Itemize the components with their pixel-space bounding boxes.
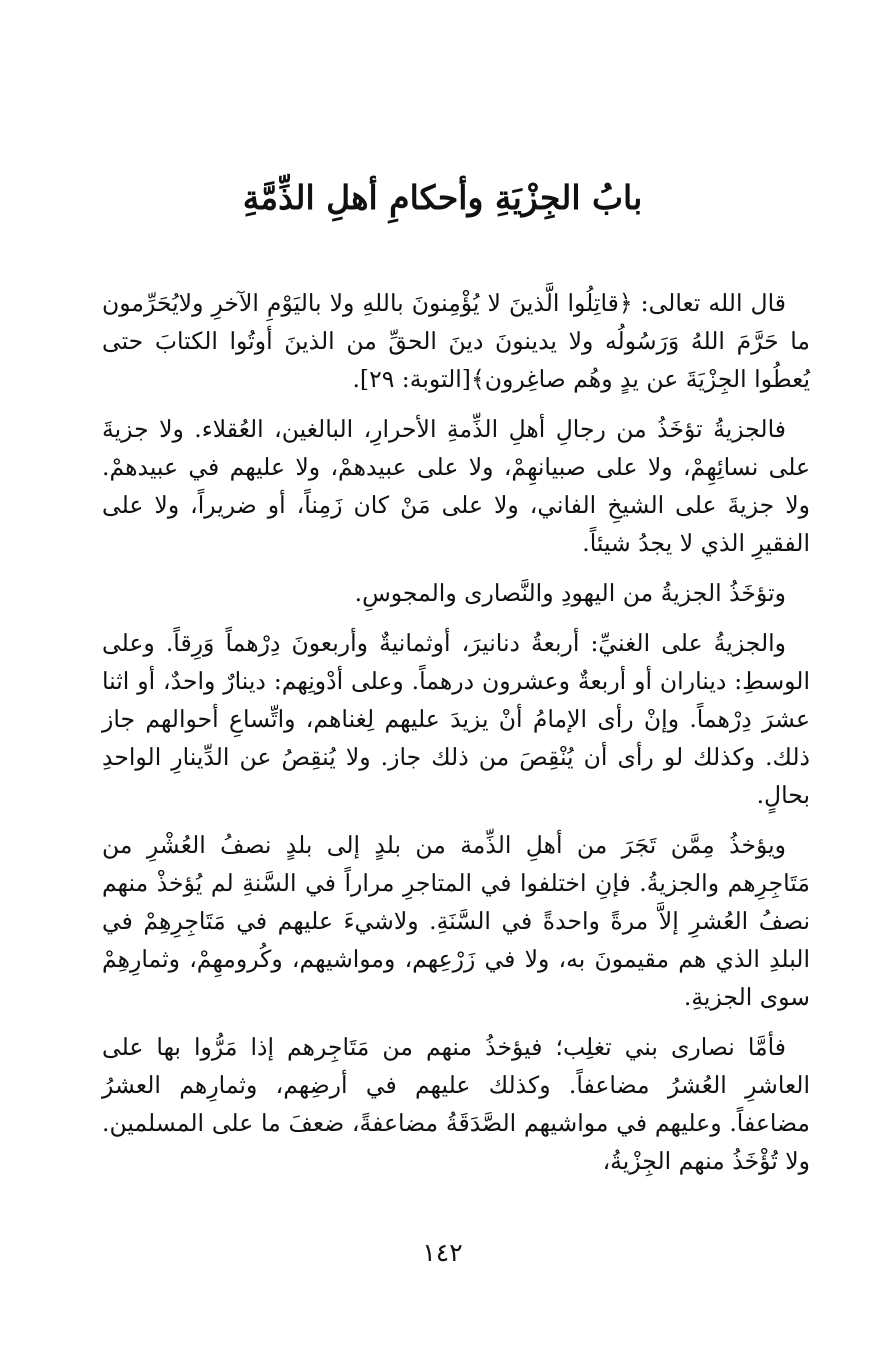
paragraph-who-pays: فالجزيةُ تؤخَذُ من رجالِ أهلِ الذِّمةِ الأحرارِ، البالغين، العُقلاء. ولا جزيةَ على نسائِهِمْ، ولا على صبيانهِمْ، ولا على عبيدهمْ، ولا عليهم في عبيدهمْ. ولا جزيةَ على الشيخِ الفاني، ولا على مَنْ كان زَمِناً، أو ضريراً، ولا على الفقيرِ الذي لا يجدُ شيئاً.	[102, 415, 810, 557]
body-text	[102, 284, 810, 1192]
chapter-title: بابُ الجِزْيَةِ وأحكامِ أهلِ الذِّمَّةِ	[242, 178, 643, 217]
paragraph-from-whom: وتؤخَذُ الجزيةُ من اليهودِ والنَّصارى والمجوسِ.	[354, 579, 786, 607]
page-number: ١٤٢	[422, 1238, 463, 1267]
paragraph-quran-verse: قال الله تعالى: ﴿قاتِلُوا الَّذينَ لا يُؤْمِنونَ باللهِ ولا باليَوْمِ الآخرِ ولايُحَرِّمون ما حَرَّمَ اللهُ وَرَسُولُه ولا يدينونَ دينَ الحقِّ من الذينَ أوتُوا الكتابَ حتى يُعطُوا الجِزْيَةَ عن يدٍ وهُم صاغِرون﴾[التوبة: ٢٩].	[102, 289, 810, 393]
paragraph-bani-taghlib: فأمَّا نصارى بني تغلِب؛ فيؤخذُ منهم من مَتَاجِرهم إذا مَرُّوا بها على العاشرِ العُشرُ مضاعفاً. وكذلك عليهم في أرضِهم، وثمارِهم العشرُ مضاعفاً. وعليهم في مواشيهم الصَّدَقَةُ مضاعفةً، ضعفَ ما على المسلمين. ولا تُؤْخَذُ منهم الجِزْيةُ،	[102, 1033, 810, 1175]
paragraph-amounts: والجزيةُ على الغنيِّ: أربعةُ دنانيرَ، أوثمانيةٌ وأربعونَ دِرْهماً وَرِقاً. وعلى الوسطِ: ديناران أو أربعةٌ وعشرون درهماً. وعلى أدْونِهم: دينارٌ واحدٌ، أو اثنا عشرَ دِرْهماً. وإنْ رأى الإمامُ أنْ يزيدَ عليهم لِغناهم، واتِّساعِ أحوالهم جاز ذلك. وكذلك لو رأى أن يُنْقِصَ من ذلك جاز. ولا يُنقِصُ عن الدِّينارِ الواحدِ بحالٍ.	[102, 629, 810, 809]
paragraph-traders: ويؤخذُ مِمَّن تَجَرَ من أهلِ الذِّمة من بلدٍ إلى بلدٍ نصفُ العُشْرِ من مَتَاجِرِهم والجزيةُ. فإنِ اختلفوا في المتاجرِ مراراً في السَّنةِ لم يُؤخذْ منهم نصفُ العُشرِ إلاَّ مرةً واحدةً في السَّنَةِ. ولاشيءَ عليهم في مَتَاجِرِهِمْ في البلدِ الذي هم مقيمونَ به، ولا في زَرْعِهم، ومواشيهم، وكُرومهِمْ، وثمارِهِمْ سوى الجزيةِ.	[102, 831, 810, 1011]
